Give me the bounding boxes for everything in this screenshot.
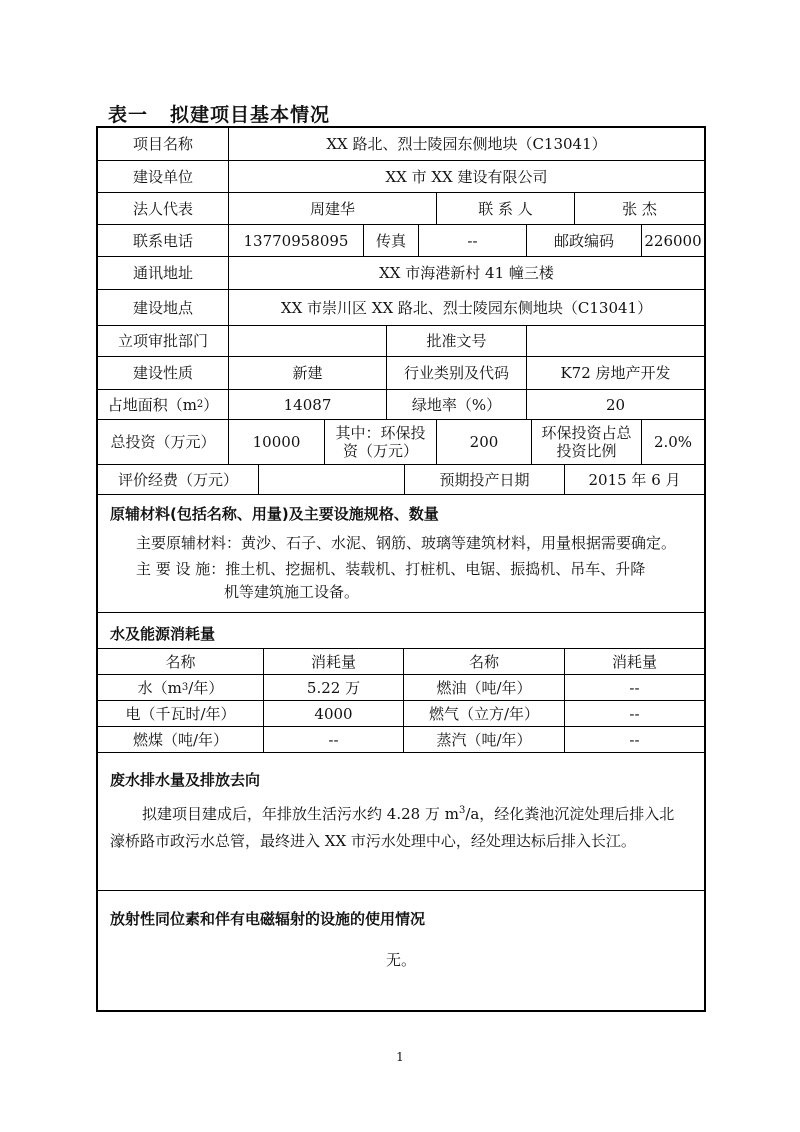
approval-dept-value bbox=[228, 326, 386, 356]
address-label: 通讯地址 bbox=[132, 264, 193, 282]
materials-line-1: 主要原辅材料：黄沙、石子、水泥、钢筋、玻璃等建筑材料，用量根据需要确定。 bbox=[136, 534, 677, 552]
fax-value: -- bbox=[418, 225, 526, 256]
site-value: XX 市崇川区 XX 路北、烈士陵园东侧地块（C13041） bbox=[228, 290, 704, 325]
wastewater-line-1-b: /a，经化粪池沉淀处理后排入北 bbox=[465, 805, 675, 823]
project-name-value: XX 路北、烈士陵园东侧地块（C13041） bbox=[228, 128, 704, 160]
section-radiation bbox=[98, 891, 704, 1010]
energy-row-coal bbox=[98, 727, 704, 753]
steam-label: 蒸汽（吨/年） bbox=[403, 727, 564, 752]
construction-unit-value: XX 市 XX 建设有限公司 bbox=[228, 161, 704, 192]
title-prefix: 表一 bbox=[108, 104, 149, 126]
water-label-end: /年） bbox=[188, 678, 224, 697]
area-label-text: 占地面积（m bbox=[107, 395, 197, 414]
wastewater-line-1-sup: 3 bbox=[458, 805, 466, 816]
title-text: 拟建项目基本情况 bbox=[170, 104, 331, 126]
address-value: XX 市海港新村 41 幢三楼 bbox=[228, 257, 704, 289]
start-date-label: 预期投产日期 bbox=[404, 465, 564, 494]
eval-fee-label: 评价经费（万元） bbox=[117, 470, 238, 489]
materials-line-2: 主 要 设 施：推土机、挖掘机、装载机、打桩机、电锯、振捣机、吊车、升降 bbox=[136, 560, 646, 578]
investment-label: 总投资（万元） bbox=[110, 433, 216, 451]
area-label-end: ） bbox=[203, 395, 219, 414]
contact-value: 张 杰 bbox=[574, 193, 704, 224]
water-value: 5.22 万 bbox=[263, 675, 403, 700]
row-phone bbox=[98, 225, 704, 257]
wastewater-line-1-a: 拟建项目建成后，年排放生活污水约 4.28 万 m bbox=[142, 805, 459, 823]
materials-line-3: 机等建筑施工设备。 bbox=[224, 583, 360, 601]
row-site bbox=[98, 290, 704, 326]
phone-label: 联系电话 bbox=[132, 231, 193, 250]
phone-value: 13770958095 bbox=[228, 225, 363, 256]
row-area bbox=[98, 390, 704, 420]
row-address bbox=[98, 257, 704, 290]
env-ratio-label: 环保投资占总投资比例 bbox=[531, 420, 641, 464]
power-label: 电（千瓦时/年） bbox=[125, 704, 236, 723]
area-value: 14087 bbox=[228, 390, 386, 419]
row-eval-fee bbox=[98, 465, 704, 495]
gas-value: -- bbox=[564, 701, 704, 726]
postcode-value: 226000 bbox=[641, 225, 704, 256]
gas-label: 燃气（立方/年） bbox=[403, 701, 564, 726]
nature-value: 新建 bbox=[228, 357, 386, 389]
steam-value: -- bbox=[564, 727, 704, 752]
energy-header-amount-2: 消耗量 bbox=[564, 649, 704, 674]
section-materials bbox=[98, 495, 704, 613]
industry-label: 行业类别及代码 bbox=[386, 357, 526, 389]
radiation-content: 无。 bbox=[385, 951, 416, 969]
energy-row-water bbox=[98, 675, 704, 701]
section-wastewater bbox=[98, 753, 704, 891]
energy-header-name-2: 名称 bbox=[403, 649, 564, 674]
energy-header-row bbox=[98, 649, 704, 675]
contact-label: 联 系 人 bbox=[436, 193, 574, 224]
start-date-value: 2015 年 6 月 bbox=[564, 465, 704, 494]
project-name-label: 项目名称 bbox=[132, 135, 193, 153]
row-investment bbox=[98, 420, 704, 465]
water-label-text: 水（m bbox=[137, 678, 182, 697]
water-label: 水（m 3 /年） bbox=[137, 678, 224, 697]
power-value: 4000 bbox=[263, 701, 403, 726]
nature-label: 建设性质 bbox=[132, 364, 193, 382]
row-legal-rep bbox=[98, 193, 704, 225]
energy-header-amount-1: 消耗量 bbox=[263, 649, 403, 674]
fax-label: 传真 bbox=[363, 225, 418, 256]
env-investment-label: 其中：环保投资（万元） bbox=[324, 420, 436, 464]
wastewater-line-2: 濠桥路市政污水总管，最终进入 XX 市污水处理中心，经处理达标后排入长江。 bbox=[110, 832, 636, 850]
materials-title: 原辅材料(包括名称、用量)及主要设施规格、数量 bbox=[110, 505, 439, 523]
coal-value: -- bbox=[263, 727, 403, 752]
row-approval bbox=[98, 326, 704, 357]
investment-value: 10000 bbox=[228, 420, 324, 464]
wastewater-title: 废水排水量及排放去向 bbox=[110, 771, 261, 789]
energy-title: 水及能源消耗量 bbox=[110, 625, 216, 643]
radiation-title: 放射性同位素和伴有电磁辐射的设施的使用情况 bbox=[110, 910, 426, 928]
legal-rep-label: 法人代表 bbox=[132, 199, 193, 218]
env-ratio-value: 2.0% bbox=[641, 420, 704, 464]
green-rate-label: 绿地率（%） bbox=[386, 390, 526, 419]
site-label: 建设地点 bbox=[132, 298, 193, 317]
legal-rep-value: 周建华 bbox=[228, 193, 436, 224]
wastewater-line-1 bbox=[142, 801, 674, 827]
area-label: 占地面积（m 2 ） bbox=[107, 395, 219, 414]
industry-value: K72 房地产开发 bbox=[526, 357, 704, 389]
env-investment-value: 200 bbox=[436, 420, 531, 464]
approval-no-value bbox=[526, 326, 704, 356]
page-number: 1 bbox=[396, 1050, 404, 1064]
approval-no-label: 批准文号 bbox=[386, 326, 526, 356]
energy-row-power bbox=[98, 701, 704, 727]
row-construction-unit bbox=[98, 161, 704, 193]
green-rate-value: 20 bbox=[526, 390, 704, 419]
approval-dept-label: 立项审批部门 bbox=[117, 332, 208, 350]
fuel-oil-value: -- bbox=[564, 675, 704, 700]
construction-unit-label: 建设单位 bbox=[132, 167, 193, 186]
project-info-table bbox=[96, 126, 706, 1012]
postcode-label: 邮政编码 bbox=[526, 225, 641, 256]
eval-fee-value bbox=[258, 465, 404, 494]
section-energy-title bbox=[98, 613, 704, 649]
row-nature bbox=[98, 357, 704, 390]
fuel-oil-label: 燃油（吨/年） bbox=[403, 675, 564, 700]
energy-header-name-1: 名称 bbox=[165, 652, 196, 671]
page-title bbox=[108, 100, 330, 127]
coal-label: 燃煤（吨/年） bbox=[132, 730, 229, 749]
row-project-name bbox=[98, 128, 704, 161]
